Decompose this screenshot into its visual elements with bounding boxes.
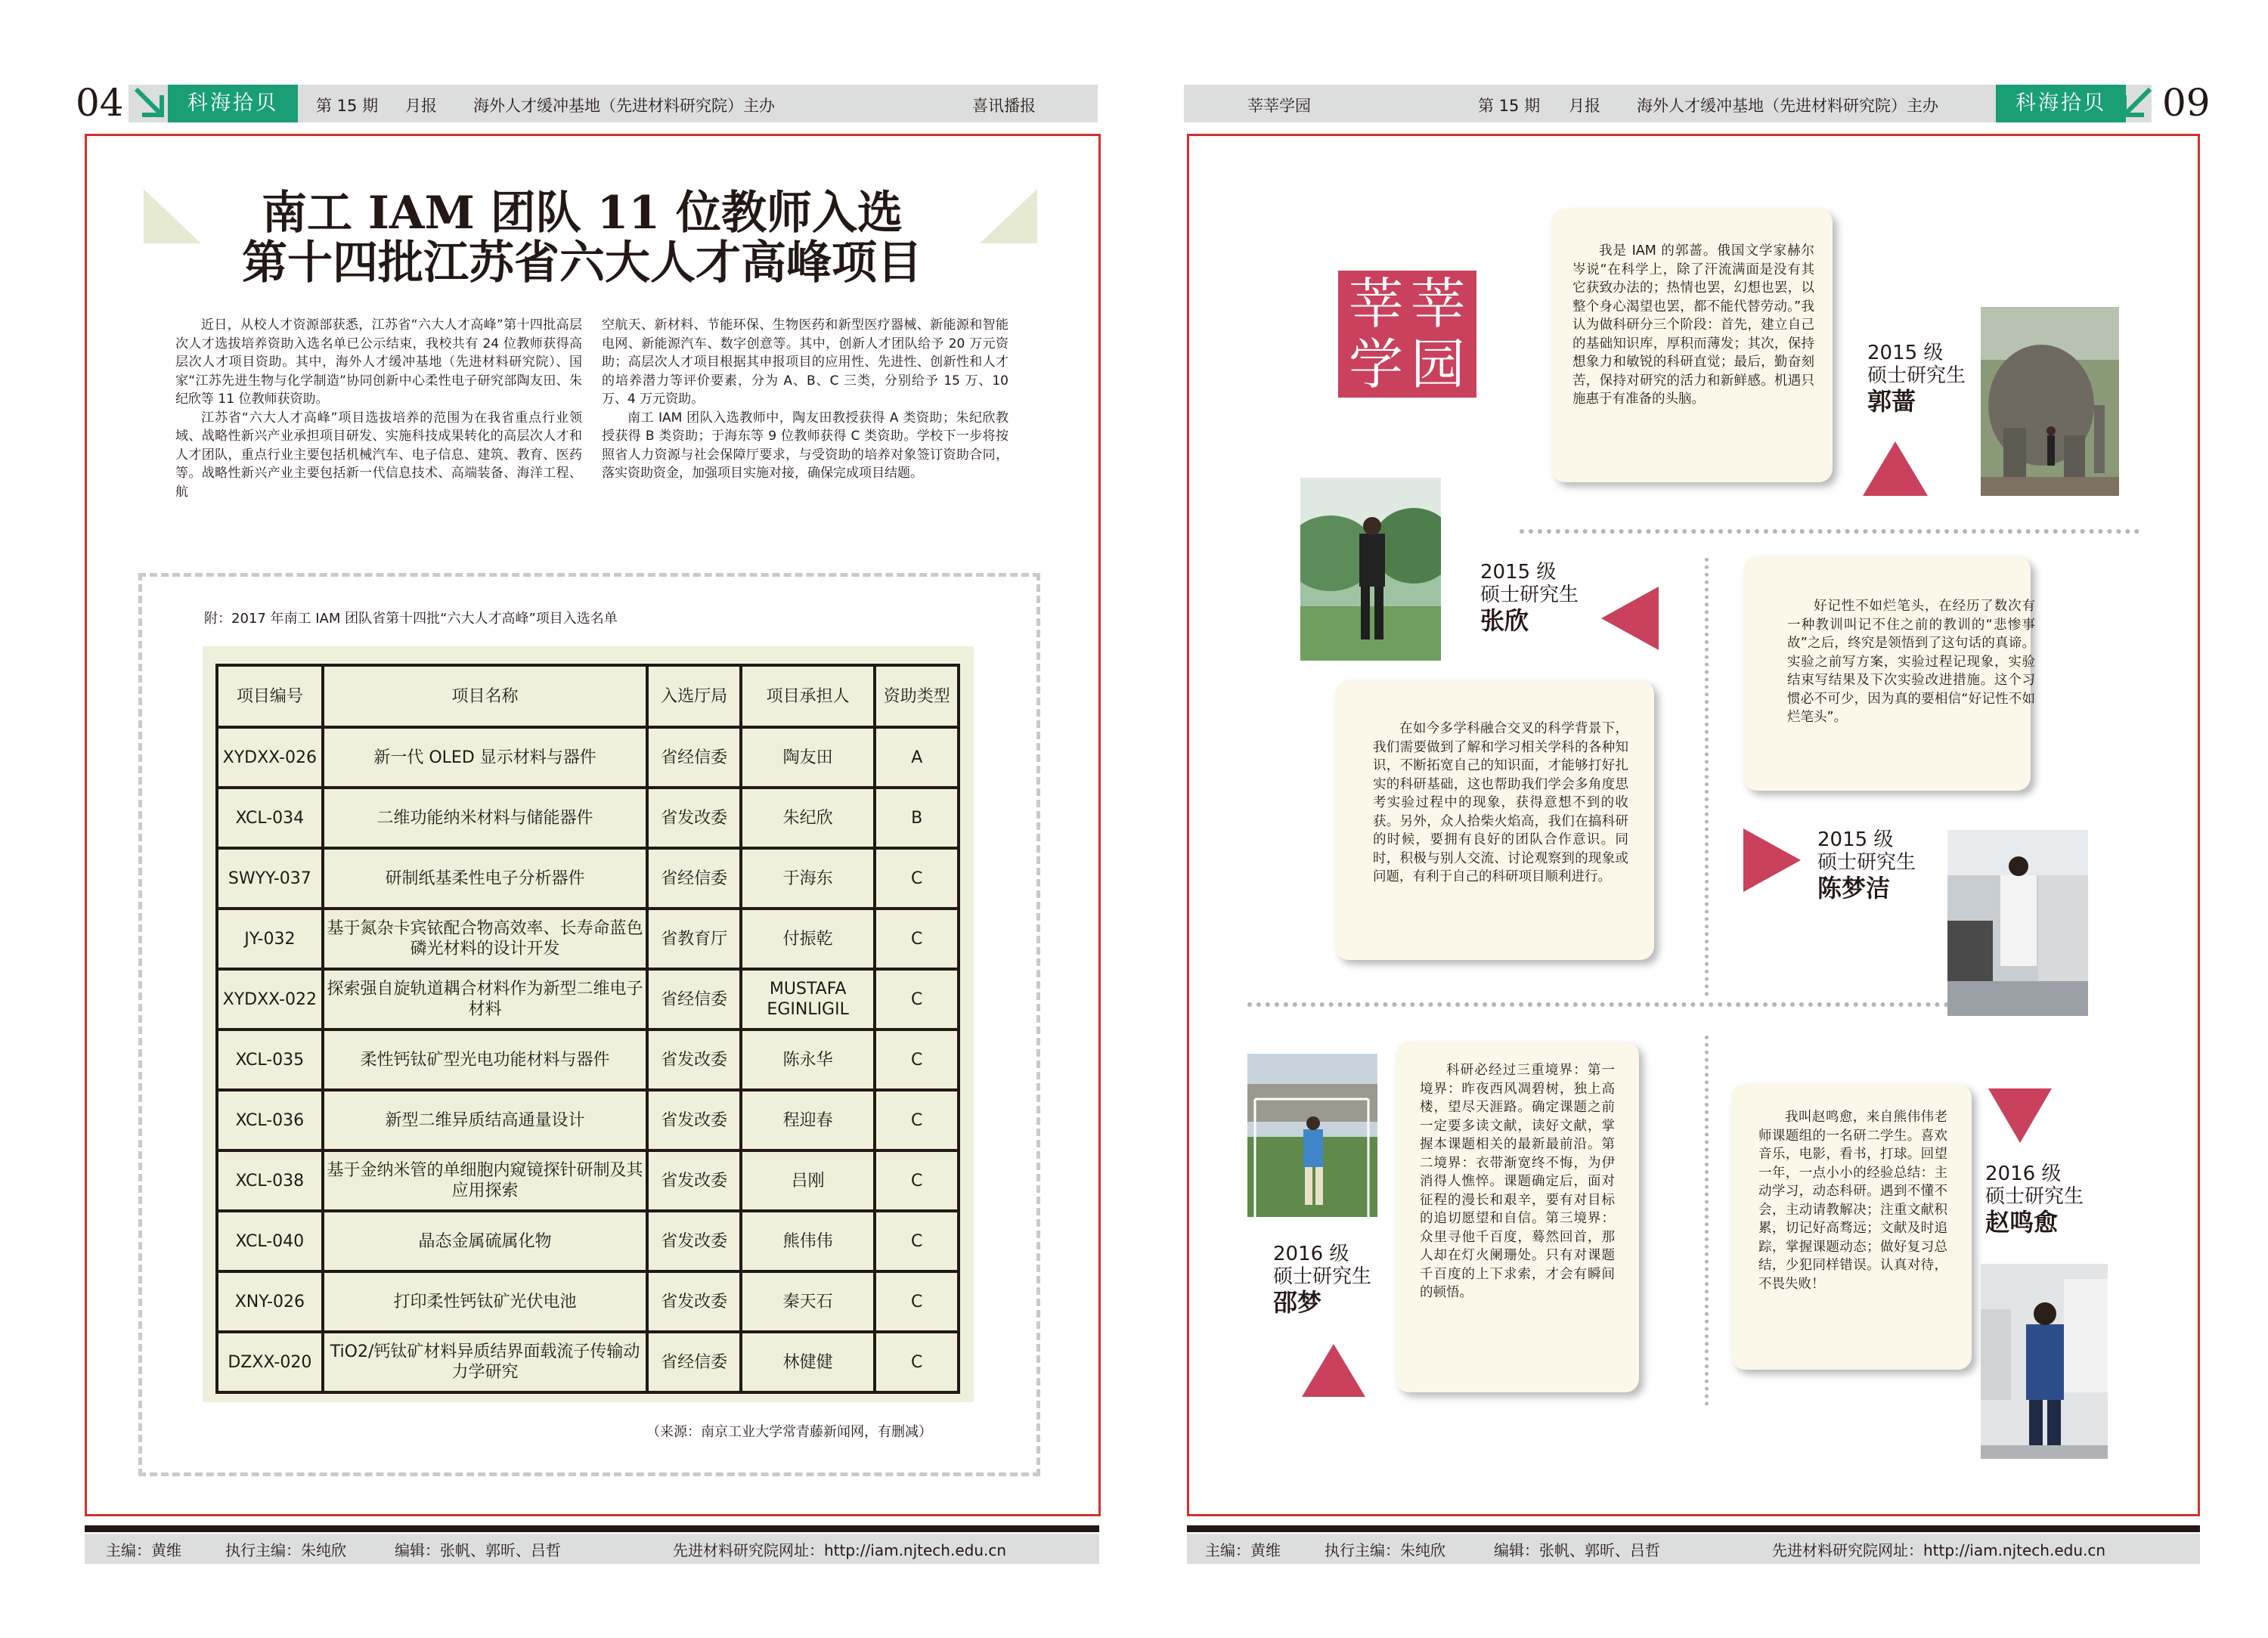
table-cell: 于海东 (741, 848, 875, 909)
column-header: 项目名称 (323, 665, 648, 727)
logo-char: 莘 (1411, 272, 1466, 336)
triangle-marker-icon (1863, 441, 1928, 496)
table-cell: C (875, 1150, 959, 1211)
table-cell: 朱纪欣 (741, 788, 875, 848)
student-degree: 硕士研究生 (1480, 584, 1579, 606)
table-cell: 省经信委 (647, 1332, 740, 1392)
dotted-separator (1705, 558, 1709, 996)
quote-text (1787, 597, 2035, 727)
issue-label: 第 15 期 (316, 97, 379, 115)
footer-exec-editor: 执行主编：朱纯欣 (225, 1541, 346, 1559)
student-name-block (1985, 1163, 2084, 1237)
table-row (217, 1090, 959, 1150)
quote-text (1373, 720, 1628, 887)
headline-line-2: 第十四批江苏省六大人才高峰项目 (242, 237, 922, 290)
table-row (217, 909, 959, 969)
table-row (217, 788, 959, 848)
sponsor-label: 海外人才缓冲基地（先进材料研究院）主办 (473, 97, 775, 115)
table-cell: 省发改委 (647, 788, 740, 848)
table-cell: 省发改委 (647, 1211, 740, 1271)
student-photo (1981, 307, 2119, 496)
table-header-row (217, 665, 959, 727)
table-cell: C (875, 1090, 959, 1150)
student-photo (1981, 1264, 2108, 1459)
dotted-separator (1520, 529, 2139, 534)
table-cell: C (875, 1030, 959, 1090)
student-year: 2015 级 (1867, 342, 1944, 364)
table-cell: SWYY-037 (217, 848, 323, 909)
table-cell: 付振乾 (741, 909, 875, 969)
column-header: 入选厅局 (647, 665, 740, 727)
table-cell: XCL-035 (217, 1030, 323, 1090)
article-paragraph: 近日，从校人才资源部获悉，江苏省“六大人才高峰”第十四批高层次人才选拔培养资助入选名单已公示结束，我校共有 24 位教师获得高层次人才项目资助。其中，海外人才缓冲基地（先进材料研究院）、国家“江苏先进生物与化学制造”协同创新中心柔性电子研究部陶友田、朱纪欣等 11 位教师获资助。 (175, 317, 582, 407)
table-cell: 省发改委 (647, 1150, 740, 1211)
student-photo (1947, 830, 2088, 1016)
table-cell: 省发改委 (647, 1030, 740, 1090)
table-cell: 省经信委 (647, 848, 740, 909)
table-cell: 林健健 (741, 1332, 875, 1392)
page-number: 04 (76, 81, 124, 125)
table-cell: 柔性钙钛矿型光电功能材料与器件 (323, 1030, 648, 1090)
table-row (217, 1211, 959, 1271)
logo-char: 园 (1411, 333, 1466, 396)
article-column-1 (175, 316, 582, 501)
table-cell: 新型二维异质结高通量设计 (323, 1090, 648, 1150)
table-row (217, 1030, 959, 1090)
table-cell: 陈永华 (741, 1030, 875, 1090)
table-cell: XCL-036 (217, 1090, 323, 1150)
student-degree: 硕士研究生 (1867, 364, 1966, 387)
column-header: 项目编号 (217, 665, 323, 727)
table-cell: C (875, 1271, 959, 1332)
table-cell: 二维功能纳米材料与储能器件 (323, 788, 648, 848)
frequency-label: 月报 (1569, 97, 1600, 115)
triangle-marker-icon (1743, 828, 1801, 892)
arrow-down-right-icon (130, 83, 168, 121)
triangle-marker-icon (1601, 587, 1659, 650)
student-name-block (1867, 342, 1966, 416)
triangle-marker-icon (1988, 1088, 2052, 1143)
dotted-separator (1247, 1002, 2003, 1007)
table-cell: C (875, 1332, 959, 1392)
quote-paragraph: 我叫赵鸣愈，来自熊伟伟老师课题组的一名研二学生。喜欢音乐，电影，看书，打球。回望一年，一点小小的经验总结：主动学习，动态科研。遇到不懂不会，主动请教解决；注重文献积累，切记好高骛远；文献及时追踪，掌握课题动态；做好复习总结，少犯同样错误。认真对待，不畏失败！ (1758, 1110, 1947, 1292)
table-cell: 探索强自旋轨道耦合材料作为新型二维电子材料 (323, 969, 648, 1030)
student-name: 赵鸣愈 (1985, 1208, 2059, 1237)
student-name-block (1273, 1243, 1371, 1317)
triangle-marker-icon (1302, 1344, 1365, 1397)
table-cell: 省经信委 (647, 969, 740, 1030)
quote-text (1758, 1108, 1947, 1293)
student-name: 邵梦 (1273, 1288, 1322, 1317)
footer-editors: 编辑：张帆、郭昕、吕哲 (395, 1541, 561, 1559)
table-caption: 附：2017 年南工 IAM 团队省第十四批“六大人才高峰”项目入选名单 (204, 611, 618, 627)
student-photo (1247, 1054, 1377, 1217)
table-cell: XNY-026 (217, 1271, 323, 1332)
footer-rule (85, 1525, 1099, 1532)
quote-text (1420, 1061, 1615, 1302)
table-cell: XYDXX-026 (217, 727, 323, 788)
table-cell: C (875, 848, 959, 909)
table-cell: 新一代 OLED 显示材料与器件 (323, 727, 648, 788)
project-table (215, 664, 960, 1394)
footer-website[interactable]: 先进材料研究院网址：http://iam.njtech.edu.cn (673, 1541, 1007, 1559)
table-cell: B (875, 788, 959, 848)
table-row (217, 1332, 959, 1392)
table-cell: 打印柔性钙钛矿光伏电池 (323, 1271, 648, 1332)
table-cell: C (875, 969, 959, 1030)
table-cell: 陶友田 (741, 727, 875, 788)
student-year: 2016 级 (1273, 1243, 1349, 1265)
table-cell: 省发改委 (647, 1090, 740, 1150)
source-note: （来源：南京工业大学常青藤新闻网，有删减） (646, 1424, 932, 1440)
column-header: 项目承担人 (741, 665, 875, 727)
footer-rule (1187, 1525, 2200, 1532)
student-degree: 硕士研究生 (1985, 1185, 2084, 1208)
table-cell: XCL-040 (217, 1211, 323, 1271)
student-name: 郭蔷 (1867, 387, 1916, 416)
brand-label: 科海拾贝 (168, 85, 298, 122)
table-cell: 省教育厅 (647, 909, 740, 969)
table-row (217, 727, 959, 788)
arrow-down-left-icon (2118, 83, 2156, 121)
table-row (217, 1271, 959, 1332)
article-paragraph: 江苏省“六大人才高峰”项目选拔培养的范围为在我省重点行业领域、战略性新兴产业承担项目研发、实施科技成果转化的高层次人才和人才团队，重点行业主要包括机械汽车、电子信息、建筑、教育、医药等。战略性新兴产业主要包括新一代信息技术、高端装备、海洋工程、航 (175, 410, 582, 500)
student-year: 2015 级 (1817, 828, 1894, 851)
student-year: 2016 级 (1985, 1163, 2062, 1185)
quote-paragraph: 好记性不如烂笔头，在经历了数次有一种教训叫记不住之前的教训的“悲惨事故”之后，终究是领悟到了这句话的真谛。实验之前写方案，实验过程记现象，实验结束写结果及下次实验改进措施。这个习惯必不可少，因为真的要相信“好记性不如烂笔头”。 (1787, 599, 2035, 725)
footer-editor: 主编：黄维 (1205, 1541, 1281, 1559)
student-degree: 硕士研究生 (1817, 851, 1916, 874)
logo-char: 学 (1349, 333, 1404, 396)
footer-editors: 编辑：张帆、郭昕、吕哲 (1494, 1541, 1660, 1559)
table-cell: 秦天石 (741, 1271, 875, 1332)
article-paragraph: 南工 IAM 团队入选教师中，陶友田教授获得 A 类资助；朱纪欣教授获得 B 类资助；于海东等 9 位教师获得 C 类资助。学校下一步将按照省人力资源与社会保障厅要求，与受资助的培养对象签订资助合同，落实资助资金，加强项目实施对接，确保完成项目结题。 (602, 410, 1009, 481)
table-row (217, 848, 959, 909)
table-cell: XCL-038 (217, 1150, 323, 1211)
student-degree: 硕士研究生 (1273, 1265, 1372, 1288)
table-row (217, 969, 959, 1030)
table-cell: 程迎春 (741, 1090, 875, 1150)
footer-website[interactable]: 先进材料研究院网址：http://iam.njtech.edu.cn (1772, 1541, 2106, 1559)
page-number: 09 (2162, 81, 2211, 125)
table-cell: 晶态金属硫属化物 (323, 1211, 648, 1271)
section-logo (1338, 271, 1476, 398)
table-cell: TiO2/钙钛矿材料异质结界面载流子传输动力学研究 (323, 1332, 648, 1392)
sponsor-label: 海外人才缓冲基地（先进材料研究院）主办 (1637, 97, 1938, 115)
headline-line-1: 南工 IAM 团队 11 位教师入选 (261, 187, 903, 240)
table-cell: 熊伟伟 (741, 1211, 875, 1271)
issue-label: 第 15 期 (1478, 97, 1541, 115)
table-cell: DZXX-020 (217, 1332, 323, 1392)
column-header: 资助类型 (875, 665, 959, 727)
quote-text (1572, 242, 1814, 409)
table-cell: JY-032 (217, 909, 323, 969)
table-cell: 研制纸基柔性电子分析器件 (323, 848, 648, 909)
logo-char: 莘 (1349, 272, 1404, 336)
student-name: 张欣 (1480, 606, 1529, 635)
student-year: 2015 级 (1480, 561, 1557, 584)
student-name-block (1817, 828, 1916, 903)
frequency-label: 月报 (405, 97, 437, 115)
section-label: 喜讯播报 (972, 97, 1036, 115)
table-cell: 省经信委 (647, 727, 740, 788)
article-column-2 (602, 316, 1009, 483)
table-cell: A (875, 727, 959, 788)
footer-editor: 主编：黄维 (106, 1541, 181, 1559)
table-cell: 省发改委 (647, 1271, 740, 1332)
student-name: 陈梦洁 (1817, 874, 1891, 903)
brand-label: 科海拾贝 (1996, 85, 2126, 122)
article-paragraph: 空航天、新材料、节能环保、生物医药和新型医疗器械、新能源和智能电网、新能源汽车、数字创意等。其中，创新人才团队给予 20 万元资助；高层次人才项目根据其申报项目的应用性、先进性、创新性和人才的培养潜力等评价要素，分为 A、B、C 三类，分别给予 15 万、10 万、4 万元资助。 (602, 317, 1009, 407)
table-cell: C (875, 909, 959, 969)
student-photo (1300, 478, 1441, 661)
quote-paragraph: 科研必经过三重境界：第一境界：昨夜西风凋碧树，独上高楼，望尽天涯路。确定课题之前一定要多读文献，读好文献，掌握本课题相关的最新最前沿。第二境界：衣带渐宽终不悔，为伊消得人憔悴。课题确定后，面对征程的漫长和艰辛，要有对目标的追切愿望和自信。第三境界：众里寻他千百度，蓦然回首，那人却在灯火阑珊处。只有对课题千百度的上下求索，才会有瞬间的顿悟。 (1420, 1063, 1615, 1300)
section-label: 莘莘学园 (1247, 97, 1311, 115)
dotted-separator (1705, 1036, 1709, 1406)
table-cell: MUSTAFA EGINLIGIL (741, 969, 875, 1030)
quote-paragraph: 在如今多学科融合交叉的科学背景下，我们需要做到了解和学习相关学科的各种知识，不断拓宽自己的知识面，才能够打好扎实的科研基础，这也帮助我们学会多角度思考实验过程中的现象，获得意想不到的收获。另外，众人拾柴火焰高，我们在搞科研的时候，要拥有良好的团队合作意识。同时，积极与别人交流、讨论观察到的现象或问题，有利于自己的科研项目顺利进行。 (1373, 721, 1628, 884)
table-cell: C (875, 1211, 959, 1271)
table-row (217, 1150, 959, 1211)
footer-exec-editor: 执行主编：朱纯欣 (1325, 1541, 1445, 1559)
table-cell: XYDXX-022 (217, 969, 323, 1030)
quote-paragraph: 我是 IAM 的郭蔷。俄国文学家赫尔岑说“在科学上，除了汗流满面是没有其它获致办法的；热情也罢，幻想也罢，以整个身心渴望也罢，都不能代替劳动。”我认为做科研分三个阶段：首先，建立自己的基础知识库，厚积而薄发；其次，保持想象力和敏锐的科研直觉；最后，勤奋刻苦，保持对研究的活力和新鲜感。机遇只施惠于有准备的头脑。 (1572, 243, 1814, 407)
table-cell: XCL-034 (217, 788, 323, 848)
table-cell: 基于氮杂卡宾铱配合物高效率、长寿命蓝色磷光材料的设计开发 (323, 909, 648, 969)
student-name-block (1480, 561, 1579, 635)
table-cell: 吕刚 (741, 1150, 875, 1211)
table-cell: 基于金纳米管的单细胞内窥镜探针研制及其应用探索 (323, 1150, 648, 1211)
